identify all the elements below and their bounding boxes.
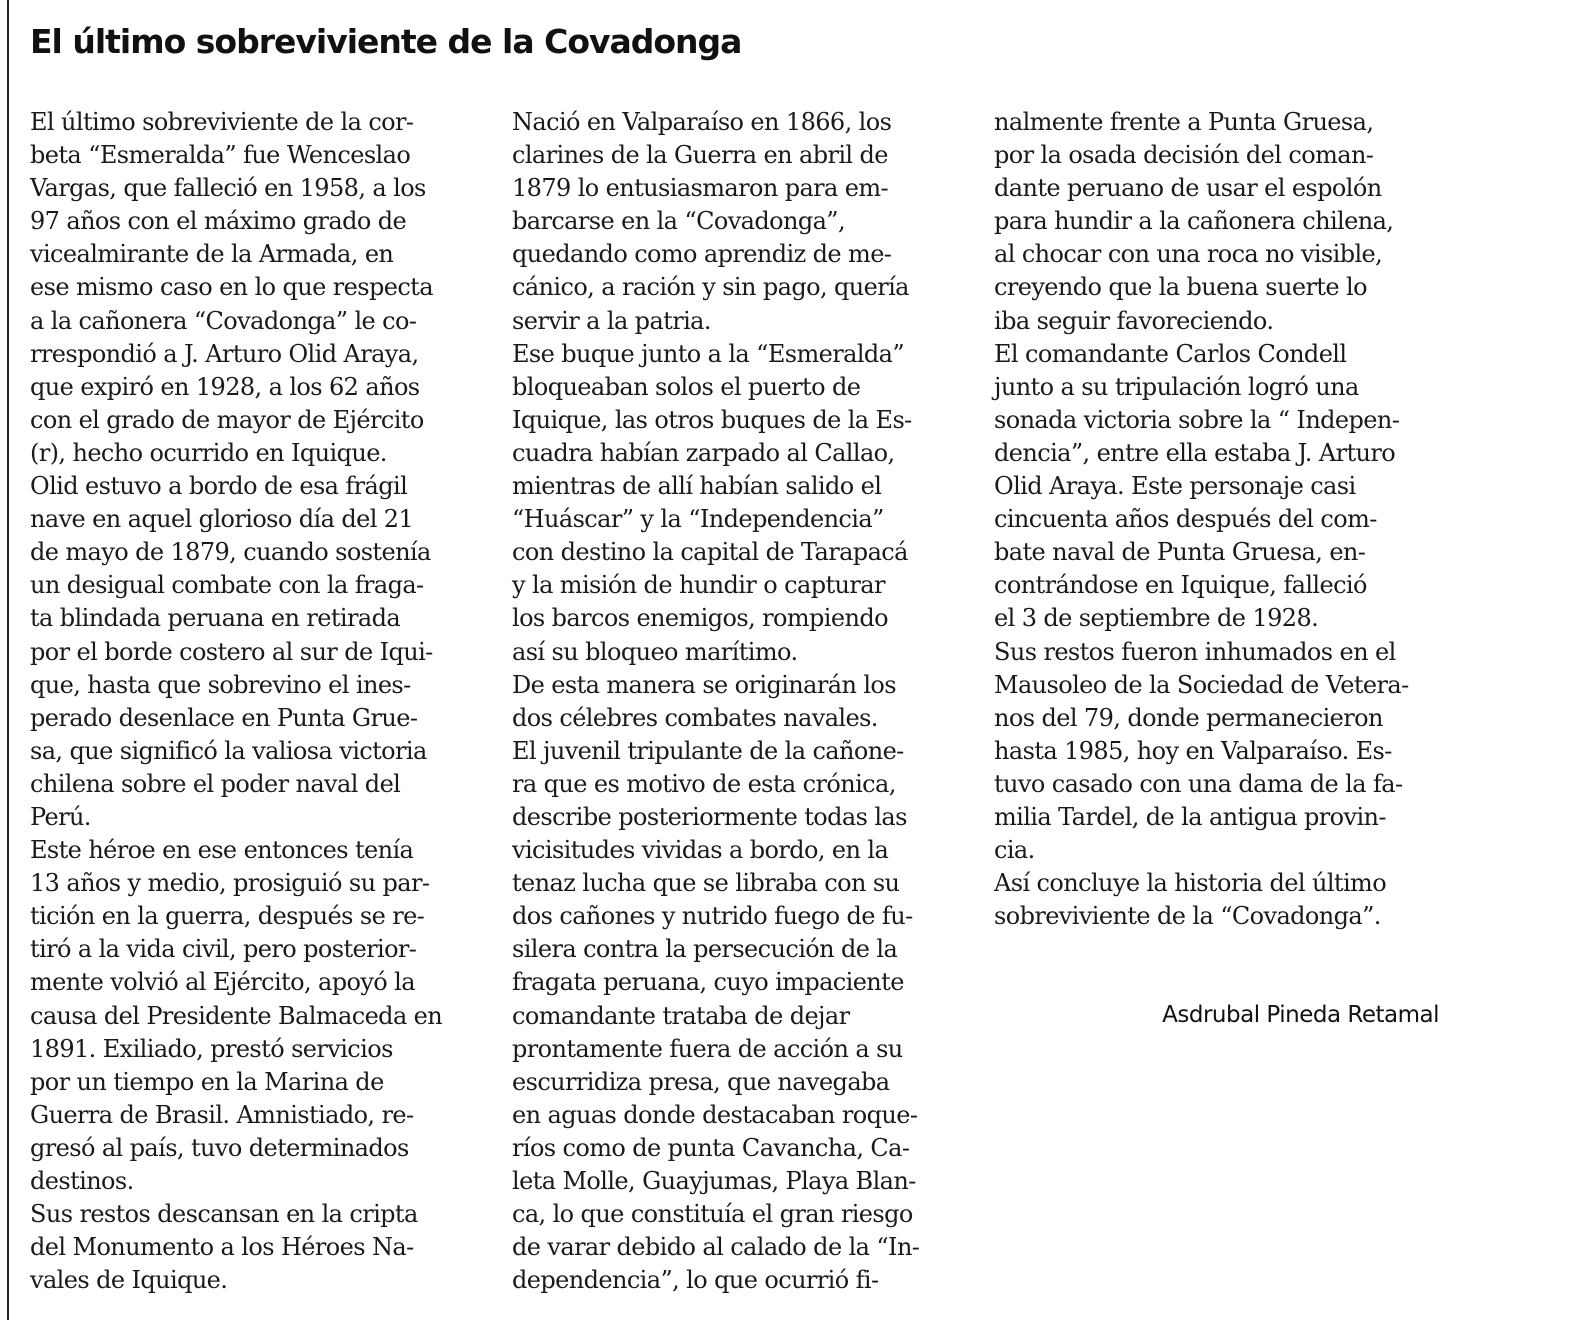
article-text-line: sobreviviente de la “Covadonga”. [994, 902, 1381, 931]
article-text-line: 1879 lo entusiasmaron para em- [512, 174, 889, 203]
article-text-line: 97 años con el máximo grado de [30, 207, 407, 236]
article-text-line: gresó al país, tuvo determinados [30, 1133, 409, 1162]
article-text-line: tición en la guerra, después se re- [30, 902, 425, 931]
article-text-line: sonada victoria sobre la “ Indepen- [994, 405, 1400, 434]
article-text-line: Ese buque junto a la “Esmeralda” [512, 339, 905, 368]
article-text-line: por el borde costero al sur de Iqui- [30, 637, 433, 666]
article-text-line: de varar debido al calado de la “In- [512, 1233, 920, 1262]
article-text-line: vicealmirante de la Armada, en [30, 240, 394, 269]
article-text-line: mientras de allí habían salido el [512, 472, 882, 501]
article-text-line: Sus restos fueron inhumados en el [994, 637, 1396, 666]
article-column-3 [994, 106, 1464, 933]
article-text-line: Este héroe en ese entonces tenía [30, 836, 414, 865]
article-text-line: por un tiempo en la Marina de [30, 1067, 384, 1096]
article-text-line: tiró a la vida civil, pero posterior- [30, 935, 417, 964]
article-text-line: El juvenil tripulante de la cañone- [512, 736, 904, 765]
article-text-line: perado desenlace en Punta Grue- [30, 703, 418, 732]
article-text-line: así su bloqueo marítimo. [512, 637, 798, 666]
article-text-line: en aguas donde destacaban roque- [512, 1100, 918, 1129]
article-text-line: De esta manera se originarán los [512, 670, 896, 699]
article-text-line: Olid Araya. Este personaje casi [994, 472, 1356, 501]
article-text-line: nave en aquel glorioso día del 21 [30, 505, 414, 534]
article-text-line: El comandante Carlos Condell [994, 339, 1347, 368]
article-text-line: 13 años y medio, prosiguió su par- [30, 869, 430, 898]
article-text-line: fragata peruana, cuyo impaciente [512, 968, 904, 997]
article-text-line: servir a la patria. [512, 306, 711, 335]
article-text-line: barcarse en la “Covadonga”, [512, 207, 846, 236]
article-text-line: dos cañones y nutrido fuego de fu- [512, 902, 913, 931]
article-text-line: sa, que significó la valiosa victoria [30, 736, 427, 765]
article-text-line: los barcos enemigos, rompiendo [512, 604, 888, 633]
article-text-line: mente volvió al Ejército, apoyó la [30, 968, 415, 997]
article-text-line: cia. [994, 836, 1035, 865]
article-text-line: a la cañonera “Covadonga” le co- [30, 306, 417, 335]
article-text-line: quedando como aprendiz de me- [512, 240, 892, 269]
article-text-line: iba seguir favoreciendo. [994, 306, 1274, 335]
article-text-line: leta Molle, Guayjumas, Playa Blan- [512, 1167, 916, 1195]
article-text-line: nos del 79, donde permanecieron [994, 703, 1383, 732]
article-text-line: El último sobreviviente de la cor- [30, 108, 414, 136]
article-text-line: describe posteriormente todas las [512, 802, 907, 831]
article-text-line: chilena sobre el poder naval del [30, 769, 401, 798]
article-text-line: el 3 de septiembre de 1928. [994, 604, 1319, 633]
article-text-line: ra que es motivo de esta crónica, [512, 769, 896, 798]
article-text-line: rrespondió a J. Arturo Olid Araya, [30, 339, 419, 368]
article-text-line: contrándose en Iquique, falleció [994, 571, 1367, 600]
article-text-line: ca, lo que constituía el gran riesgo [512, 1200, 913, 1229]
article-text-line: vicisitudes vividas a bordo, en la [512, 836, 889, 865]
article-text-line: beta “Esmeralda” fue Wenceslao [30, 141, 411, 170]
article-text-line: bloqueaban solos el puerto de [512, 372, 861, 401]
article-text-line: ríos como de punta Cavancha, Ca- [512, 1133, 910, 1162]
article-text-line: y la misión de hundir o capturar [512, 571, 885, 600]
article-text-line: con destino la capital de Tarapacá [512, 538, 908, 567]
article-text-line: “Huáscar” y la “Independencia” [512, 505, 884, 534]
article-text-line: Mausoleo de la Sociedad de Vetera- [994, 670, 1409, 699]
article-text-line: 1891. Exiliado, prestó servicios [30, 1034, 393, 1063]
article-text-line: Vargas, que falleció en 1958, a los [30, 174, 426, 203]
article-text-line: Olid estuvo a bordo de esa frágil [30, 472, 408, 501]
article-text-line: comandante trataba de dejar [512, 1001, 850, 1030]
article-text-line: cánico, a ración y sin pago, quería [512, 273, 909, 302]
article-text-line: con el grado de mayor de Ejército [30, 405, 424, 434]
article-text-line: Sus restos descansan en la cripta [30, 1200, 418, 1229]
article-text-line: dencia”, entre ella estaba J. Arturo [994, 438, 1396, 467]
article-author: Asdrubal Pineda Retamal [1162, 1002, 1439, 1028]
article-text-line: creyendo que la buena suerte lo [994, 273, 1367, 302]
article-text-line: nalmente frente a Punta Gruesa, [994, 108, 1374, 136]
article-text-line: al chocar con una roca no visible, [994, 240, 1383, 269]
column-rule [7, 0, 9, 1320]
article-text-line: de mayo de 1879, cuando sostenía [30, 538, 431, 567]
article-text-line: ese mismo caso en lo que respecta [30, 273, 433, 302]
article-text-line: silera contra la persecución de la [512, 935, 898, 964]
article-text-line: dos célebres combates navales. [512, 703, 878, 732]
article-text-line: escurridiza presa, que navegaba [512, 1067, 890, 1096]
article-text-line: Perú. [30, 802, 91, 831]
article-text-line: junto a su tripulación logró una [994, 372, 1359, 401]
article-text-line: milia Tardel, de la antigua provin- [994, 802, 1386, 831]
article-text-line: Guerra de Brasil. Amnistiado, re- [30, 1100, 414, 1129]
article-text-line: destinos. [30, 1167, 134, 1195]
article-text-line: vales de Iquique. [30, 1266, 228, 1295]
article-text-line: que, hasta que sobrevino el ines- [30, 670, 411, 699]
article-text-line: ta blindada peruana en retirada [30, 604, 401, 633]
article-column-1 [30, 106, 500, 1297]
article-text-line: cincuenta años después del com- [994, 505, 1377, 534]
article-text-line: que expiró en 1928, a los 62 años [30, 372, 420, 401]
article-text-line: Así concluye la historia del último [994, 869, 1387, 898]
article-text-line: (r), hecho ocurrido en Iquique. [30, 438, 387, 467]
article-text-line: cuadra habían zarpado al Callao, [512, 438, 895, 467]
article-text-line: tenaz lucha que se libraba con su [512, 869, 900, 898]
article-text-line: del Monumento a los Héroes Na- [30, 1233, 414, 1262]
article-text-line: causa del Presidente Balmaceda en [30, 1001, 443, 1030]
article-text-line: Nació en Valparaíso en 1866, los [512, 108, 892, 136]
article-text-line: Iquique, las otros buques de la Es- [512, 405, 912, 434]
article-column-2 [512, 106, 972, 1297]
article-text-line: clarines de la Guerra en abril de [512, 141, 888, 170]
article-text-line: prontamente fuera de acción a su [512, 1034, 903, 1063]
article-text-line: tuvo casado con una dama de la fa- [994, 769, 1403, 798]
article-text-line: para hundir a la cañonera chilena, [994, 207, 1394, 236]
article-text-line: por la osada decisión del coman- [994, 141, 1374, 170]
article-title: El último sobreviviente de la Covadonga [30, 22, 742, 61]
article-text-line: dependencia”, lo que ocurrió fi- [512, 1266, 879, 1295]
article-text-line: dante peruano de usar el espolón [994, 174, 1382, 203]
article-text-line: bate naval de Punta Gruesa, en- [994, 538, 1366, 567]
article-text-line: hasta 1985, hoy en Valparaíso. Es- [994, 736, 1392, 765]
article-text-line: un desigual combate con la fraga- [30, 571, 424, 600]
